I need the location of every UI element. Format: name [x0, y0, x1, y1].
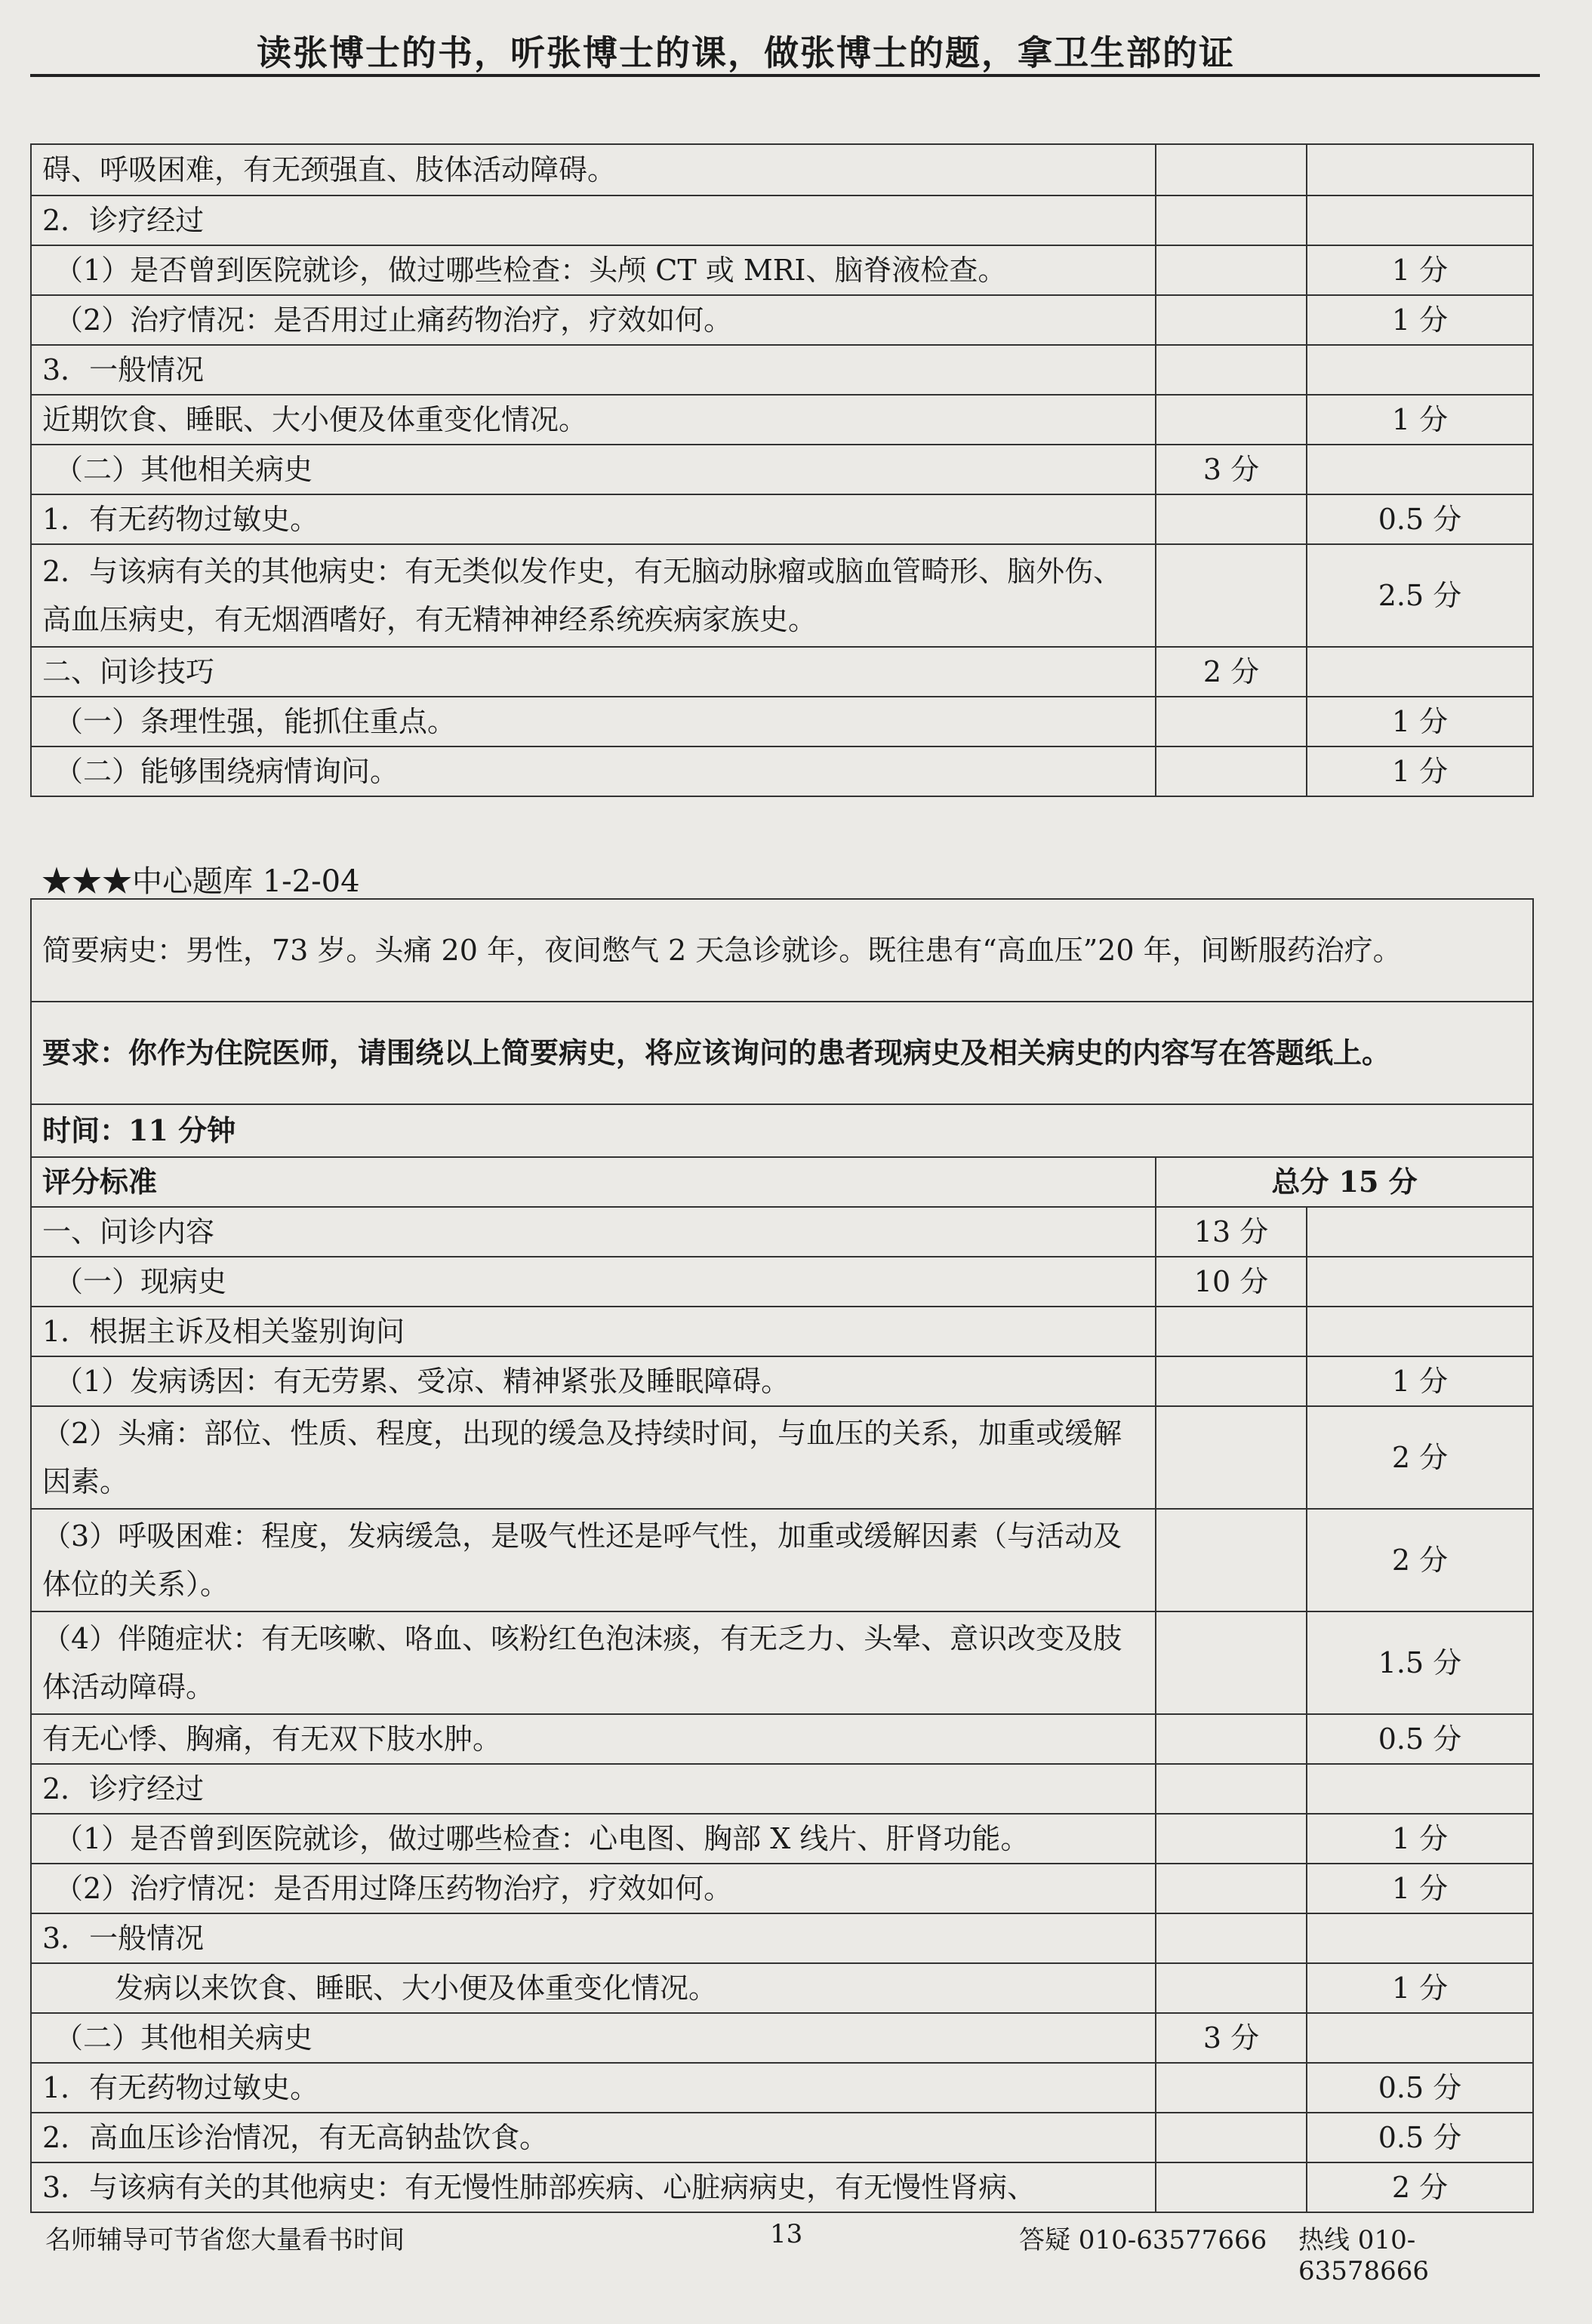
table-row: （4）伴随症状：有无咳嗽、咯血、咳粉红色泡沫痰，有无乏力、头晕、意识改变及肢体活动障碍。 1.5 分: [31, 1611, 1533, 1714]
criteria-label: 评分标准: [31, 1157, 1156, 1207]
total-score: 总分 15 分: [1156, 1157, 1533, 1207]
table-row: 1．有无药物过敏史。 0.5 分: [31, 494, 1533, 544]
table-row: （二）其他相关病史 3 分: [31, 2013, 1533, 2063]
table-row: 近期饮食、睡眠、大小便及体重变化情况。 1 分: [31, 395, 1533, 445]
table-row: [31, 899, 1533, 1002]
table-row: 2．与该病有关的其他病史：有无类似发作史，有无脑动脉瘤或脑血管畸形、脑外伤、高血压病史，有无烟酒嗜好，有无精神神经系统疾病家族史。 2.5 分: [31, 544, 1533, 647]
table-row: [31, 1104, 1533, 1157]
table-row: （2）头痛：部位、性质、程度，出现的缓急及持续时间，与血压的关系，加重或缓解因素。 2 分: [31, 1406, 1533, 1509]
case-history: 简要病史：男性，73 岁。头痛 20 年，夜间憋气 2 天急诊就诊。既往患有“高血压”20 年，间断服药治疗。: [31, 899, 1533, 1002]
table-row: [31, 1157, 1533, 1207]
table-row: （一）条理性强，能抓住重点。 1 分: [31, 697, 1533, 746]
table-row: 碍、呼吸困难，有无颈强直、肢体活动障碍。: [31, 144, 1533, 195]
table-row: （1）是否曾到医院就诊，做过哪些检查：头颅 CT 或 MRI、脑脊液检查。 1 分: [31, 245, 1533, 295]
table-row: 二、问诊技巧 2 分: [31, 647, 1533, 697]
table-row: 3．一般情况: [31, 1913, 1533, 1963]
table-row: （二）能够围绕病情询问。 1 分: [31, 746, 1533, 796]
table-row: 有无心悸、胸痛，有无双下肢水肿。 0.5 分: [31, 1714, 1533, 1764]
section-title: ★★★中心题库 1-2-04: [42, 864, 360, 899]
case-time: 时间：11 分钟: [31, 1104, 1533, 1157]
case-requirement: 要求：你作为住院医师，请围绕以上简要病史，将应该询问的患者现病史及相关病史的内容写在答题纸上。: [31, 1002, 1533, 1104]
scoring-table-1: [30, 143, 1534, 797]
table-row: [31, 1002, 1533, 1104]
table-row: 2．诊疗经过: [31, 195, 1533, 245]
table-row: （2）治疗情况：是否用过止痛药物治疗，疗效如何。 1 分: [31, 295, 1533, 345]
table-row: 2．诊疗经过: [31, 1764, 1533, 1814]
table-row: （1）发病诱因：有无劳累、受凉、精神紧张及睡眠障碍。 1 分: [31, 1356, 1533, 1406]
case-info-table: [30, 898, 1534, 1158]
page-footer: [45, 2219, 1540, 2286]
table-row: （1）是否曾到医院就诊，做过哪些检查：心电图、胸部 X 线片、肝肾功能。 1 分: [31, 1814, 1533, 1864]
footer-phone-hotline: 热线 010-63578666: [1298, 2225, 1430, 2286]
table-row: 1．有无药物过敏史。 0.5 分: [31, 2063, 1533, 2113]
scoring-table-2: [30, 1156, 1534, 2213]
page-header: [30, 14, 1540, 77]
footer-phone-qa: 答疑 010-63577666: [1019, 2225, 1267, 2255]
table-row: （一）现病史 10 分: [31, 1257, 1533, 1307]
table-row: 3．一般情况: [31, 345, 1533, 395]
table-row: 3．与该病有关的其他病史：有无慢性肺部疾病、心脏病病史，有无慢性肾病、 2 分: [31, 2162, 1533, 2212]
table-row: 一、问诊内容 13 分: [31, 1207, 1533, 1257]
table-row: 2．高血压诊治情况，有无高钠盐饮食。 0.5 分: [31, 2113, 1533, 2162]
table-row: （二）其他相关病史 3 分: [31, 445, 1533, 494]
table-row: （2）治疗情况：是否用过降压药物治疗，疗效如何。 1 分: [31, 1864, 1533, 1913]
page-number: 13: [770, 2219, 803, 2249]
table-row: 发病以来饮食、睡眠、大小便及体重变化情况。 1 分: [31, 1963, 1533, 2013]
header-title: 读张博士的书，听张博士的课，做张博士的题，拿卫生部的证: [257, 32, 1235, 73]
footer-slogan: 名师辅导可节省您大量看书时间: [45, 2225, 405, 2255]
table-row: （3）呼吸困难：程度，发病缓急，是吸气性还是呼气性，加重或缓解因素（与活动及体位的关系）。 2 分: [31, 1509, 1533, 1611]
table-row: 1．根据主诉及相关鉴别询问: [31, 1307, 1533, 1356]
